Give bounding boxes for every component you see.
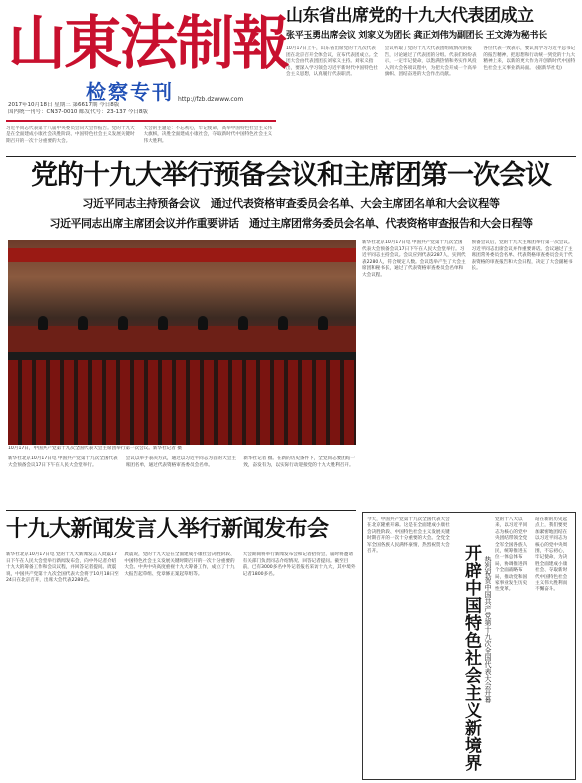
text-column: 新华社北京10月17日电 中国共产党第十九次全国代表大会预备会议17日下午在人民大会堂举行。 <box>8 456 118 468</box>
text-column: 习近平同志代表第十八届中央委员会向大会作报告。党的十九大是在全面建成小康社会决胜阶段、中国特色社会主义发展关键时期召开的一次十分重要的大会。 <box>6 126 135 144</box>
issue-info-line: 2017年10月18日 星期三 第6617期 今日8版 <box>8 102 120 108</box>
photo-caption: 10月17日，中国共产党第十九次全国代表大会主席团举行第一次会议。新华社记者 摄 <box>8 446 182 451</box>
second-story-body <box>6 552 356 780</box>
main-subhead-1: 习近平同志主持预备会议 通过代表资格审查委员会名单、大会主席团名单和大会议程等 <box>82 197 500 210</box>
main-subhead-2: 习近平同志出席主席团会议并作重要讲话 通过主席团常务委员会名单、代表资格审查报告和大会日程等 <box>49 217 533 230</box>
section-divider <box>6 156 576 157</box>
section-divider <box>6 510 356 511</box>
newspaper-logo: 山東法制報 <box>8 9 289 77</box>
commentary-subtitle: 热烈祝贺中国共产党第十九次全国代表大会开幕 <box>484 556 492 703</box>
photo-audience <box>8 360 356 445</box>
main-photo <box>8 240 356 445</box>
text-column: 大会期间将举行新闻发布会和记者招待会，届时将邀请有关部门负责同志介绍情况、回答记者提问。截至目前，已有3000多名中外记者报名采访十九大，其中境外记者1800多名。 <box>242 552 356 577</box>
photo-figure <box>278 316 288 330</box>
text-column: 新华社北京10月17日电 中国共产党第十九次全国代表大会预备会议17日下午在人民大会堂举行。习近平同志主持会议。会议应到代表2287人，实到代表2280人，符合规定人数。会议选举产生了大会主席团和秘书长，通过了代表资格审查委员会名单和大会议程。 <box>362 240 466 278</box>
text-column: 新华社北京10月17日电 党的十九大新闻发言人庹震17日下午在人民大会堂举行新闻发布会，向中外记者介绍十九大的筹备工作和会议议程，并回答记者提问。庹震说，中国共产党第十九次全国代表大会将于10月18日至24日在北京召开，出席大会代表2280名。 <box>6 552 119 584</box>
photo-banner <box>8 248 356 262</box>
website-url[interactable]: http://fzb.dzwww.com <box>178 96 244 103</box>
text-column: 新华社记者 摄。在新的历史条件下，全党同志要团结一致，奋发有为，以实际行动迎接党的十九大胜利召开。 <box>243 456 356 468</box>
text-column: 庹震说，党的十九大是在全面建成小康社会决胜阶段、中国特色社会主义发展关键时期召开的一次十分重要的大会。中共中央高度重视十九大筹备工作，成立了十九大报告起草组、党章修正案起草组等。 <box>124 552 235 577</box>
main-story-lower-body <box>8 456 356 508</box>
masthead <box>6 4 289 116</box>
commentary-title: 开辟中国特色社会主义新境界 <box>461 544 481 772</box>
top-story <box>286 6 576 152</box>
masthead-divider <box>6 120 276 122</box>
photo-table <box>8 352 356 360</box>
text-column: 10月17日上午，山东省出席党的十九次代表团在北京召开全体会议，宣布代表团成立。全团大会由代表团团长刘家义主持。刘家义指出，要深入学习领会习近平新时代中国特色社会主义思想，认真履行代表职责。 <box>286 46 378 78</box>
photo-figure <box>318 316 328 330</box>
top-story-body <box>286 46 576 150</box>
second-headline: 十九大新闻发言人举行新闻发布会 <box>6 517 329 542</box>
photo-figure <box>78 316 88 330</box>
top-story-headline: 山东省出席党的十九大代表团成立 <box>286 6 534 26</box>
main-headline: 党的十九大举行预备会议和主席团第一次会议 <box>31 160 551 191</box>
main-story-body <box>362 240 576 505</box>
text-column: 站在新的历史起点上，我们要更加紧密地团结在以习近平同志为核心的党中央周围，不忘初心，牢记使命，为决胜全面建成小康社会、夺取新时代中国特色社会主义伟大胜利而不懈奋斗。 <box>535 517 568 593</box>
text-column: 会议以举手表决方式，通过以习近平同志为首的大会主席团名单，通过代表资格审查委员会名单。 <box>125 456 236 468</box>
top-story-subhead: 张平玉勇出席会议 刘家义为团长 龚正刘伟为副团长 王文涛为秘书长 <box>286 31 547 41</box>
text-column: 党的十八大以来，以习近平同志为核心的党中央团结带领全党全军全国各族人民，统筹推进五位一体总体布局，协调推进四个全面战略布局，推动党和国家事业发生历史性变革。 <box>495 517 528 593</box>
photo-figure <box>238 316 248 330</box>
text-column <box>483 46 576 150</box>
text-column: 会议听取了党的十九大代表团组成情况的报告，讨论通过了代表团的分组。代表们纷纷表示，一定牢记使命，以饱满热情和务实作风投入到大会各项议程中，为把大会开成一个高举旗帜、团结奋进的大会作出贡献。 <box>384 46 477 78</box>
photo-figure <box>158 316 168 330</box>
photo-figure <box>38 316 48 330</box>
text-column: 预备会议后，党的十九大主席团举行第一次会议。习近平同志出席会议并作重要讲话。会议通过了主席团常务委员会名单、代表资格审查委员会关于代表资格的审查报告和大会日程，决定了大会副秘书长。 <box>471 240 573 271</box>
issue-info-line: 国内统一刊号：CN37-0010 邮发代号：23-137 今日8版 <box>8 109 148 115</box>
photo-figure <box>198 316 208 330</box>
text-column: 今天，中国共产党第十九次全国代表大会在北京隆重开幕。这是在全面建成小康社会决胜阶段、中国特色社会主义发展关键时期召开的一次十分重要的大会。全党全军全国各族人民满怀豪情，热烈祝贺大会召开。 <box>367 517 450 555</box>
masthead-lower-text <box>6 126 276 158</box>
issue-info <box>8 102 284 116</box>
edition-title: 检察专刊 <box>86 80 174 104</box>
text-paragraph: 各位代表一致表示，要认真学习习近平总书记的报告精神，把思想和行动统一到党的十九大精神上来，以新的更大作为开创新时代中国特色社会主义事业新局面。 <box>483 46 576 71</box>
photo-figure <box>118 316 128 330</box>
story-source: (据新华社电) <box>535 65 562 71</box>
text-column: 大会的主题是：不忘初心，牢记使命，高举中国特色社会主义伟大旗帜，决胜全面建成小康社会，夺取新时代中国特色社会主义伟大胜利。 <box>143 126 273 144</box>
